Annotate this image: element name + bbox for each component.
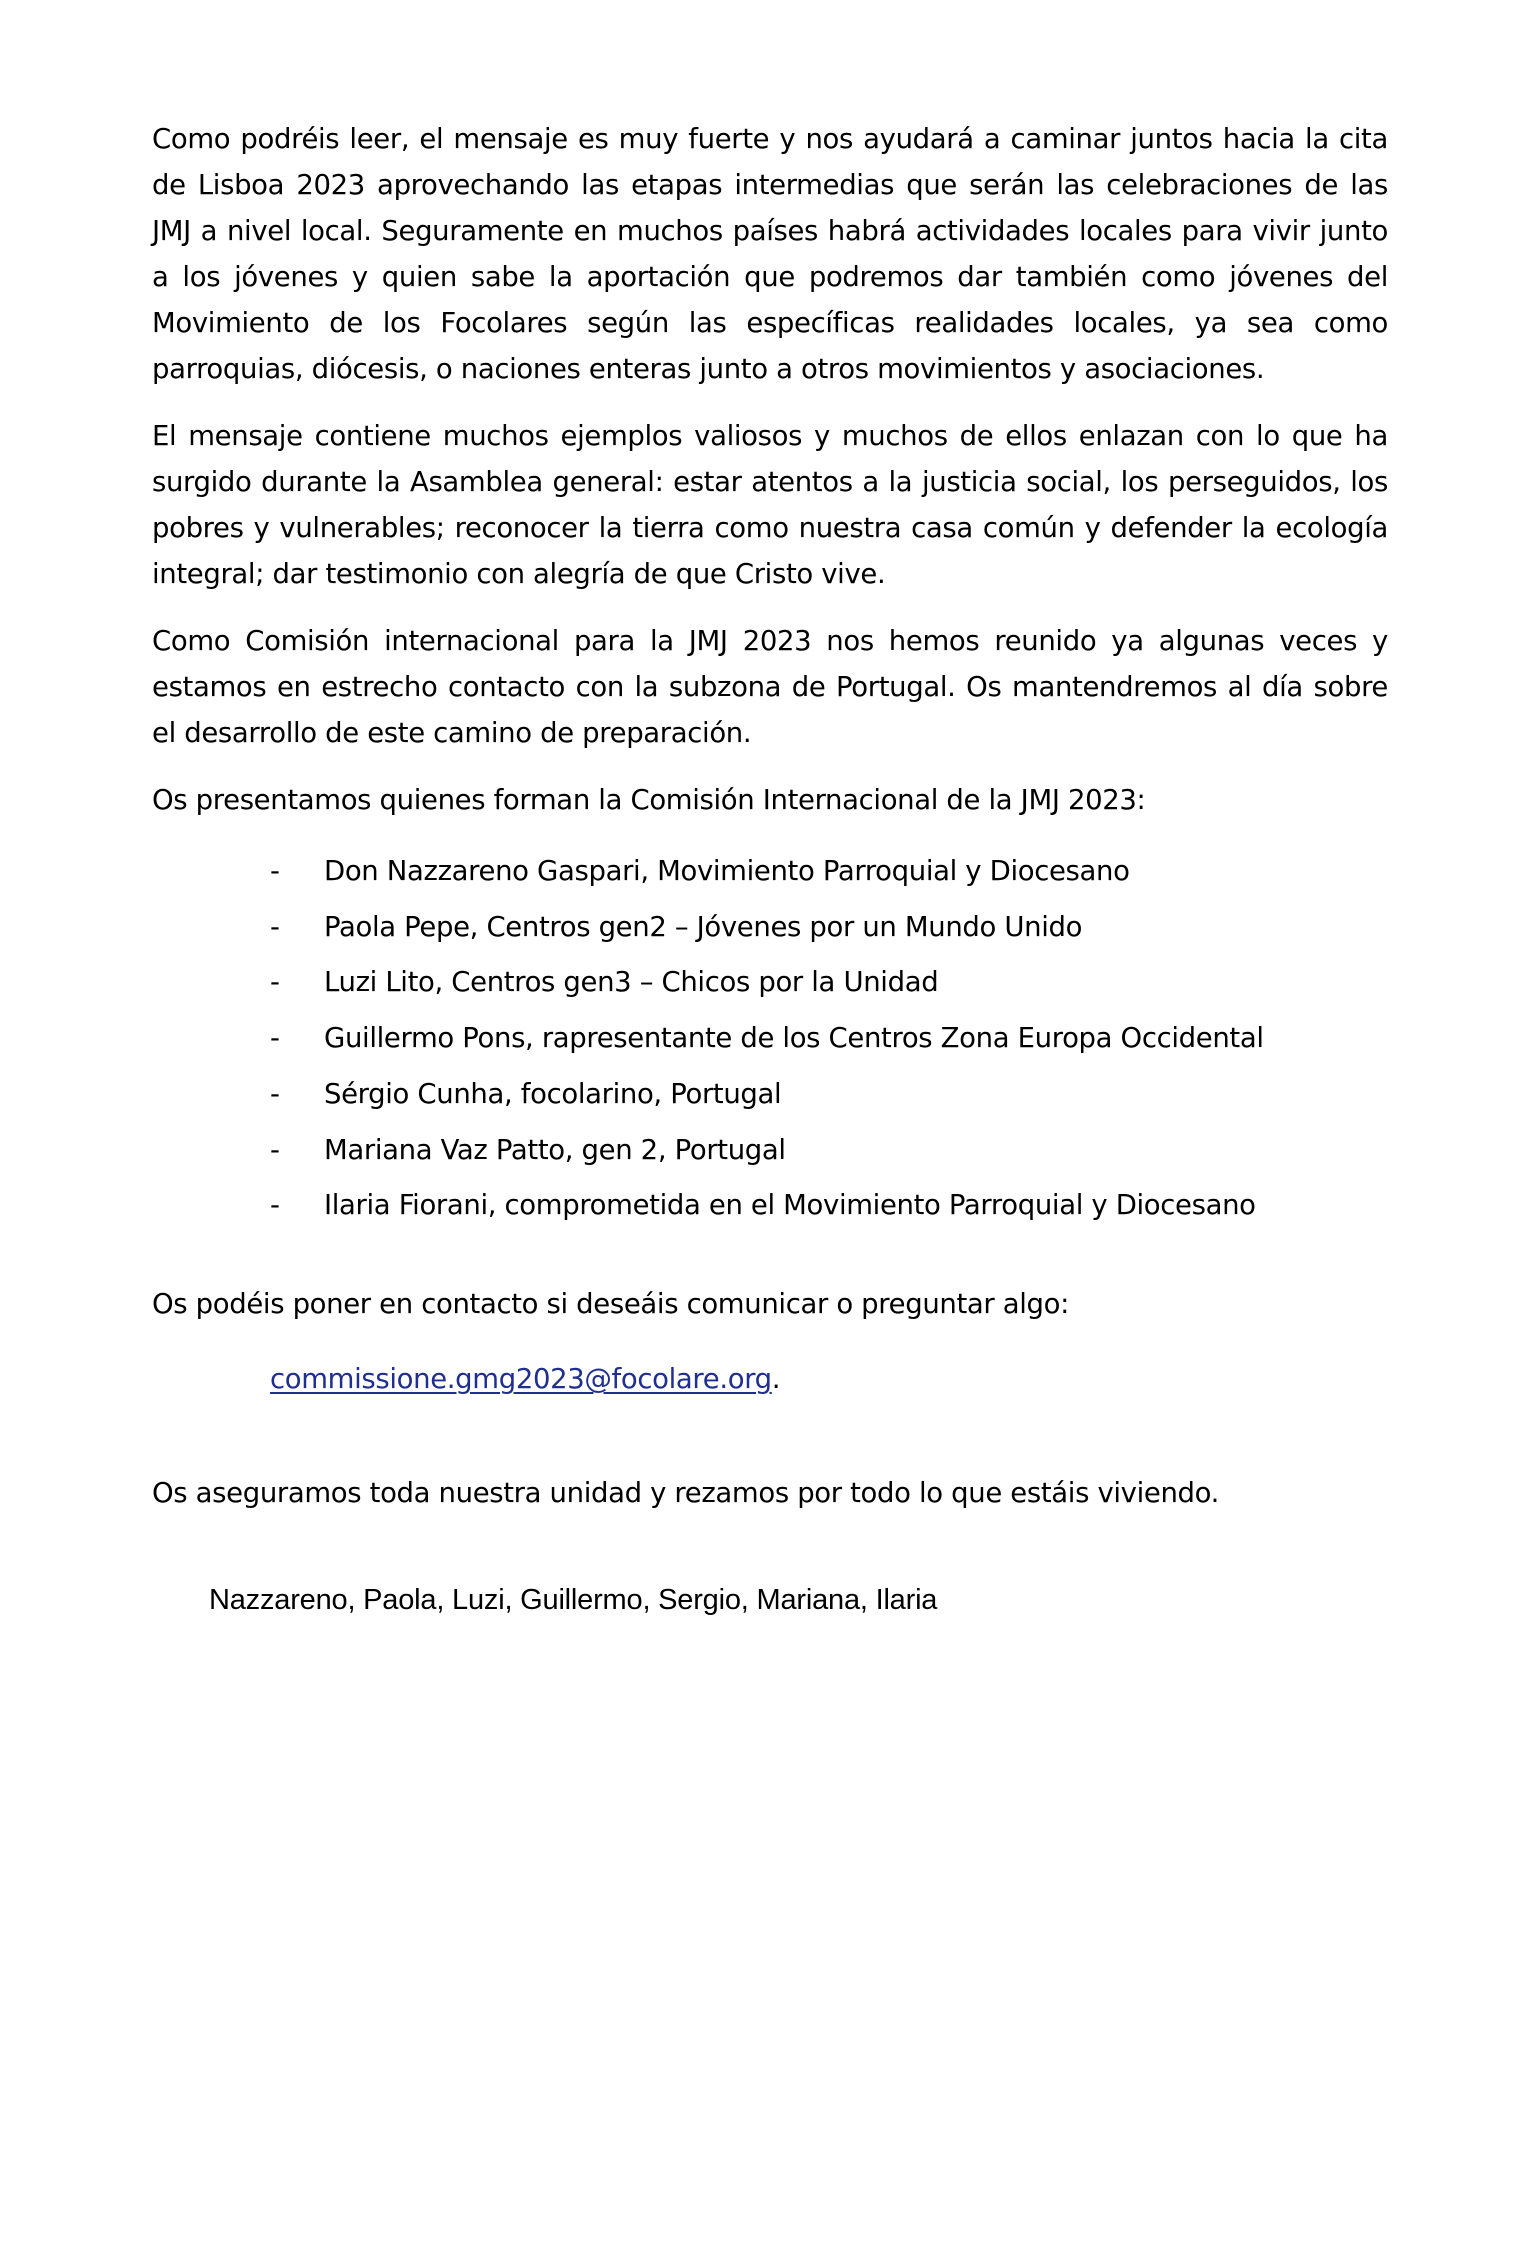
- member-name: Ilaria Fiorani, comprometida en el Movimiento Parroquial y Diocesano: [324, 1189, 1256, 1222]
- dash-bullet: -: [270, 1022, 280, 1055]
- dash-bullet: -: [270, 855, 280, 887]
- list-item: [152, 1123, 1388, 1179]
- list-item: [152, 1178, 1388, 1234]
- signatures-line: Nazzareno, Paola, Luzi, Guillermo, Sergio, Mariana, Ilaria: [209, 1583, 938, 1616]
- list-item: [152, 1011, 1388, 1067]
- list-item: [152, 900, 1388, 956]
- email-line: [270, 1356, 1388, 1402]
- list-item: [152, 1067, 1388, 1123]
- member-name: Sérgio Cunha, focolarino, Portugal: [324, 1077, 782, 1110]
- member-name: Paola Pepe, Centros gen2 – Jóvenes por un Mundo Unido: [324, 910, 1083, 943]
- member-name: Mariana Vaz Patto, gen 2, Portugal: [324, 1133, 786, 1166]
- paragraph-lisboa-2023: Como podréis leer, el mensaje es muy fuerte y nos ayudará a caminar juntos hacia la cita de Lisboa 2023 aprovechando las etapas intermedias que serán las celebraciones de las JMJ a nivel local. Seguramente en muchos países habrá actividades locales para vivir junto a los jóvenes y quien sabe la aportación que podremos dar también como jóvenes del Movimiento de los Focolares según las específicas realidades locales, ya sea como parroquias, diócesis, o naciones enteras junto a otros movimientos y asociaciones.: [152, 123, 1388, 385]
- paragraph-presentamos: Os presentamos quienes forman la Comisión Internacional de la JMJ 2023:: [152, 784, 1146, 816]
- closing-paragraph: Os aseguramos toda nuestra unidad y rezamos por todo lo que estáis viviendo.: [152, 1476, 1220, 1509]
- paragraph-comision-internacional: Como Comisión internacional para la JMJ 2023 nos hemos reunido ya algunas veces y estamos en estrecho contacto con la subzona de Portugal. Os mantendremos al día sobre el desarrollo de este camino de preparación.: [152, 625, 1388, 749]
- email-link[interactable]: commissione.gmg2023@focolare.org: [270, 1362, 772, 1395]
- list-item: [152, 955, 1388, 1011]
- list-item: [152, 844, 1388, 900]
- paragraph-mensaje-ejemplos: El mensaje contiene muchos ejemplos valiosos y muchos de ellos enlazan con lo que ha surgido durante la Asamblea general: estar atentos a la justicia social, los perseguidos, los pobres y vulnerables; reconocer la tierra como nuestra casa común y defender la ecología integral; dar testimonio con alegría de que Cristo vive.: [152, 420, 1388, 590]
- member-name: Don Nazzareno Gaspari, Movimiento Parroquial y Diocesano: [324, 855, 1130, 887]
- dash-bullet: -: [270, 1189, 280, 1222]
- member-name: Luzi Lito, Centros gen3 – Chicos por la Unidad: [324, 966, 939, 999]
- contact-intro: Os podéis poner en contacto si deseáis comunicar o preguntar algo:: [152, 1287, 1070, 1320]
- member-name: Guillermo Pons, rapresentante de los Centros Zona Europa Occidental: [324, 1022, 1264, 1055]
- dash-bullet: -: [270, 1133, 280, 1166]
- dash-bullet: -: [270, 966, 280, 999]
- commission-members-list: [152, 844, 1388, 1234]
- email-period: .: [771, 1362, 781, 1395]
- dash-bullet: -: [270, 910, 280, 943]
- dash-bullet: -: [270, 1077, 280, 1110]
- document-body: [152, 116, 1388, 1623]
